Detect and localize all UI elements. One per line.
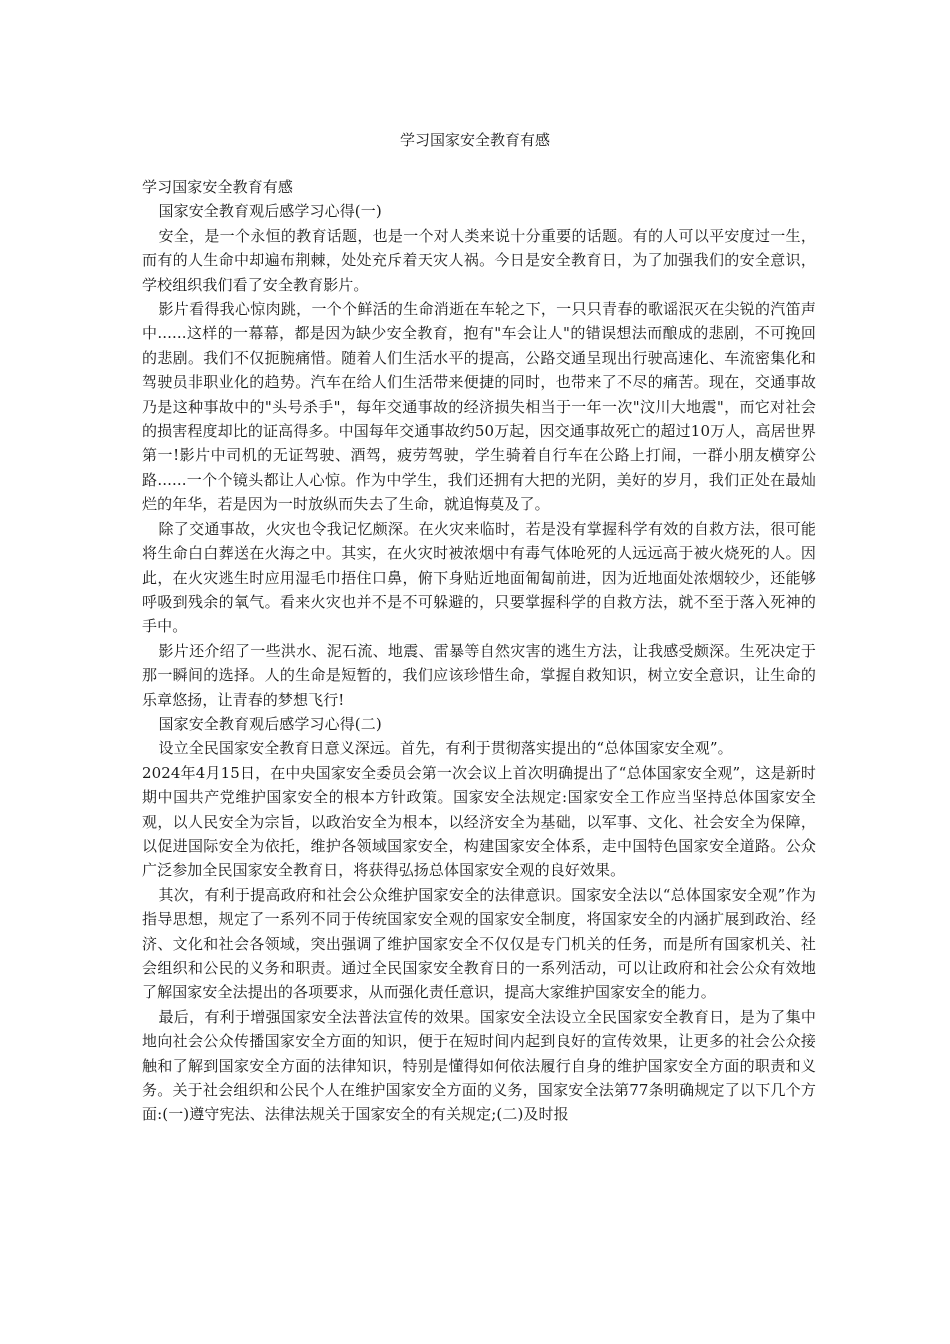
document-title: 学习国家安全教育有感 [399, 131, 550, 149]
paragraph: 最后，有利于增强国家安全法普法宣传的效果。国家安全法设立全民国家安全教育日，是为了集中地向社会公众传播国家安全方面的知识，便于在短时间内起到良好的宣传效果，让更多的社会公众接触和了解到国家安全方面的法律知识，特别是懂得如何依法履行自身的维护国家安全方面的职责和义务。关于社会组织和公民个人在维护国家安全方面的义务，国家安全法第77条明确规定了以下几个方面:(一)遵守宪法、法律法规关于国家安全的有关规定;(二)及时报 [142, 1007, 816, 1124]
subheading-part-two: 国家安全教育观后感学习心得(二) [158, 714, 382, 733]
paragraph: 安全，是一个永恒的教育话题，也是一个对人类来说十分重要的话题。有的人可以平安度过一生，而有的人生命中却遍布荆棘，处处充斥着天灾人祸。今日是安全教育日，为了加强我们的安全意识，学校组织我们看了安全教育影片。 [142, 226, 816, 294]
paragraph: 其次，有利于提高政府和社会公众维护国家安全的法律意识。国家安全法以“总体国家安全观”作为指导思想，规定了一系列不同于传统国家安全观的国家安全制度，将国家安全的内涵扩展到政治、经济、文化和社会各领域，突出强调了维护国家安全不仅仅是专门机关的任务，而是所有国家机关、社会组织和公民的义务和职责。通过全民国家安全教育日的一系列活动，可以让政府和社会公众有效地了解国家安全法提出的各项要求，从而强化责任意识，提高大家维护国家安全的能力。 [142, 885, 816, 1002]
paragraph: 影片看得我心惊肉跳，一个个鲜活的生命消逝在车轮之下，一只只青春的歌谣泯灭在尖锐的汽笛声中......这样的一幕幕，都是因为缺少安全教育，抱有"车会让人"的错误想法而酿成的悲剧，不可挽回的悲剧。我们不仅扼腕痛惜。随着人们生活水平的提高，公路交通呈现出行驶高速化、车流密集化和驾驶员非职业化的趋势。汽车在给人们生活带来便捷的同时，也带来了不尽的痛苦。现在，交通事故乃是这种事故中的"头号杀手"，每年交通事故的经济损失相当于一年一次"汶川大地震"，而它对社会的损害程度却比的证高得多。中国每年交通事故约50万起，因交通事故死亡的超过10万人，高居世界第一!影片中司机的无证驾驶、酒驾，疲劳驾驶，学生骑着自行车在公路上打闹，一群小朋友横穿公路......一个个镜头都让人心惊。作为中学生，我们还拥有大把的光阴，美好的岁月，我们正处在最灿烂的年华，若是因为一时放纵而失去了生命，就追悔莫及了。 [142, 300, 816, 514]
paragraph: 影片还介绍了一些洪水、泥石流、地震、雷暴等自然灾害的逃生方法，让我感受颇深。生死决定于那一瞬间的选择。人的生命是短暂的，我们应该珍惜生命，掌握自救知识，树立安全意识，让生命的乐章悠扬，让青春的梦想飞行! [142, 641, 816, 709]
subheading-part-one: 国家安全教育观后感学习心得(一) [158, 202, 382, 221]
paragraph: 2024年4月15日，在中央国家安全委员会第一次会议上首次明确提出了“总体国家安全观”，这是新时期中国共产党维护国家安全的根本方针政策。国家安全法规定:国家安全工作应当坚持总体国家安全观，以人民安全为宗旨，以政治安全为根本，以经济安全为基础，以军事、文化、社会安全为保障，以促进国际安全为依托，维护各领域国家安全，构建国家安全体系，走中国特色国家安全道路。公众广泛参加全民国家安全教育日，将获得弘扬总体国家安全观的良好效果。 [142, 763, 816, 880]
paragraph: 设立全民国家安全教育日意义深远。首先，有利于贯彻落实提出的“总体国家安全观”。 [158, 739, 733, 758]
section-title: 学习国家安全教育有感 [142, 178, 294, 196]
document-body [142, 175, 816, 1127]
paragraph: 除了交通事故，火灾也令我记忆颇深。在火灾来临时，若是没有掌握科学有效的自救方法，很可能将生命白白葬送在火海之中。其实，在火灾时被浓烟中有毒气体呛死的人远远高于被火烧死的人。因此，在火灾逃生时应用湿毛巾捂住口鼻，俯下身贴近地面匍匐前进，因为近地面处浓烟较少，还能够呼吸到残余的氧气。看来火灾也并不是不可躲避的，只要掌握科学的自救方法，就不至于落入死神的手中。 [142, 519, 816, 636]
